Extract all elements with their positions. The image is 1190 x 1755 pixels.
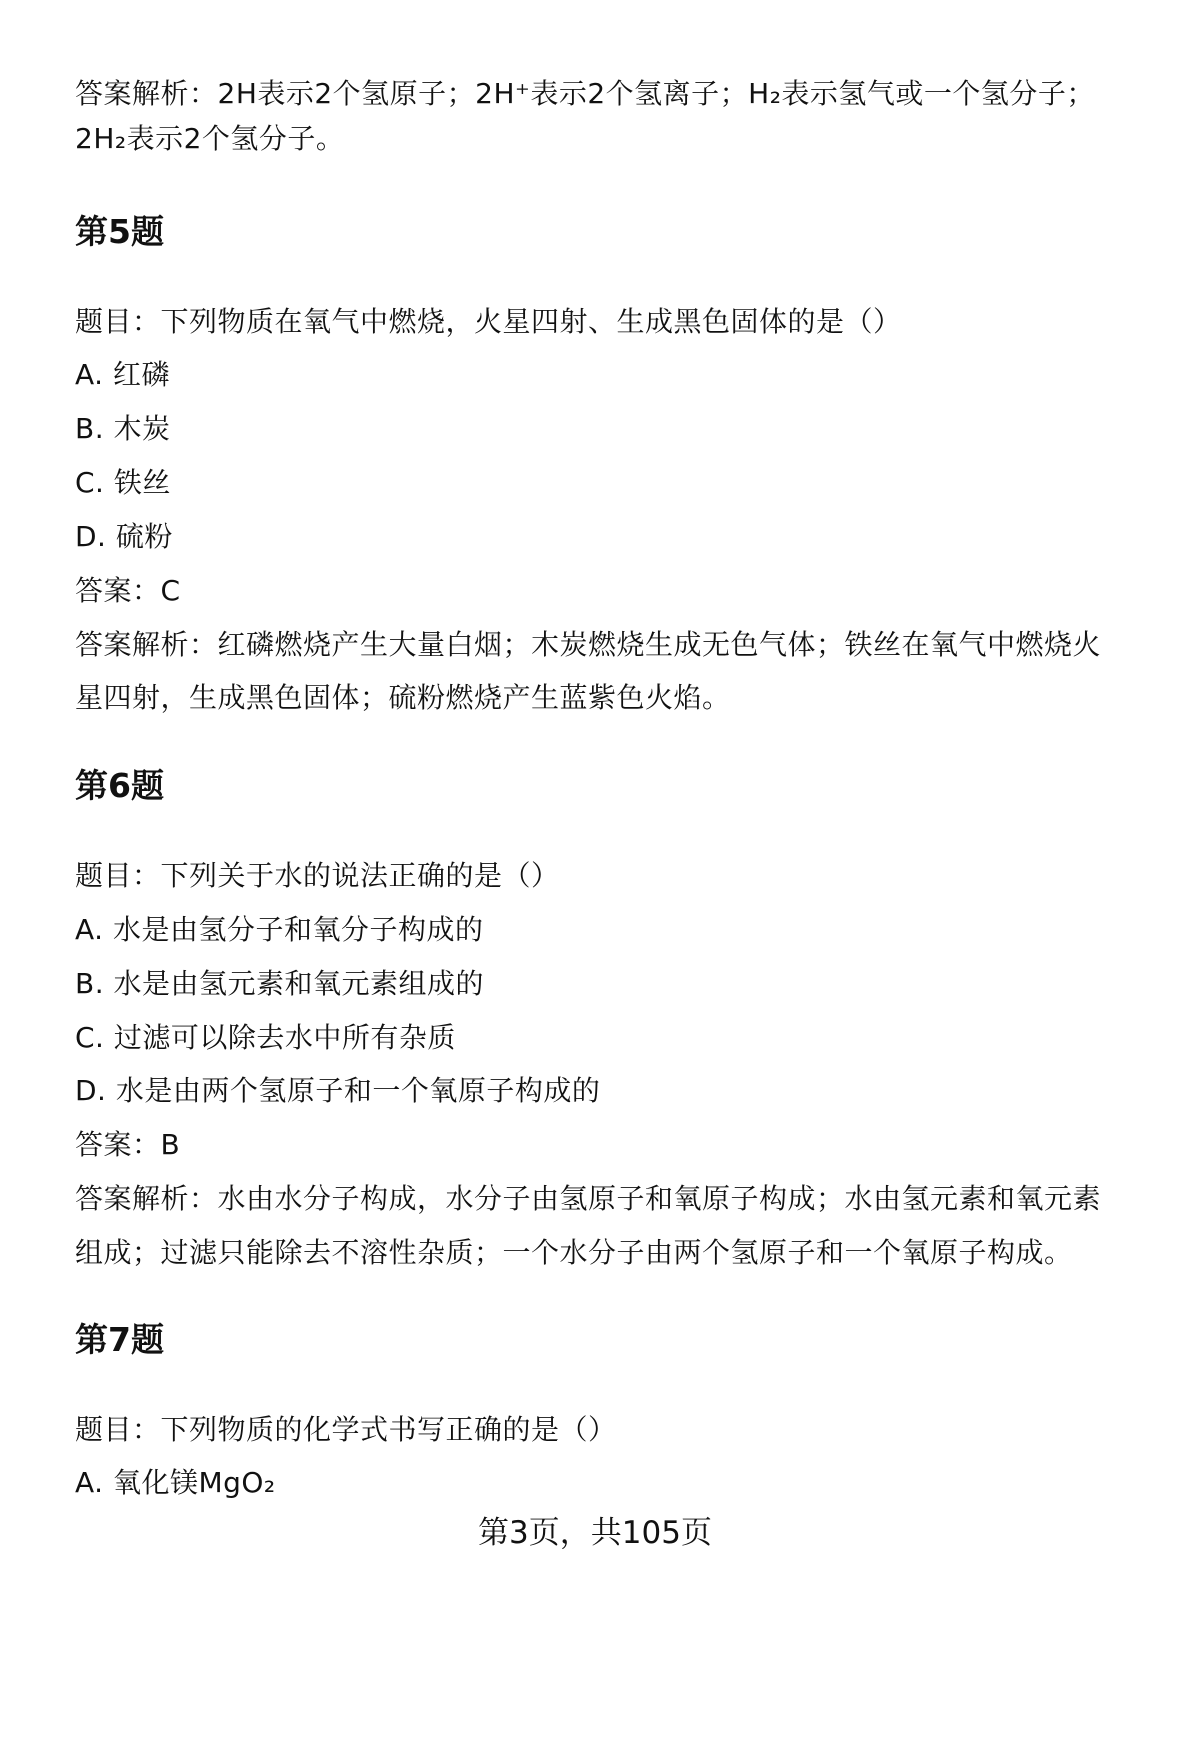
option-c: C. 铁丝 bbox=[75, 466, 171, 499]
option-a: A. 红磷 bbox=[75, 358, 170, 391]
answer: 答案：B bbox=[75, 1128, 181, 1161]
question-stem: 题目：下列关于水的说法正确的是（） bbox=[75, 859, 560, 892]
question-stem: 题目：下列物质的化学式书写正确的是（） bbox=[75, 1413, 617, 1446]
explanation-line: 答案解析：2H表示2个氢原子；2H⁺表示2个氢离子；H₂表示氢气或一个氢分子； bbox=[75, 77, 1095, 110]
question-heading-7: 第7题 bbox=[75, 1320, 164, 1359]
explanation-line: 组成；过滤只能除去不溶性杂质；一个水分子由两个氢原子和一个氧原子构成。 bbox=[75, 1236, 1073, 1269]
option-d: D. 水是由两个氢原子和一个氧原子构成的 bbox=[75, 1074, 601, 1107]
explanation-line: 星四射，生成黑色固体；硫粉燃烧产生蓝紫色火焰。 bbox=[75, 681, 731, 714]
option-d: D. 硫粉 bbox=[75, 520, 173, 553]
option-a: A. 水是由氢分子和氧分子构成的 bbox=[75, 913, 484, 946]
question-stem: 题目：下列物质在氧气中燃烧，火星四射、生成黑色固体的是（） bbox=[75, 305, 902, 338]
question-heading-6: 第6题 bbox=[75, 766, 164, 805]
answer: 答案：C bbox=[75, 574, 181, 607]
option-c: C. 过滤可以除去水中所有杂质 bbox=[75, 1021, 456, 1054]
explanation-line: 答案解析：水由水分子构成，水分子由氢原子和氧原子构成；水由氢元素和氧元素 bbox=[75, 1182, 1102, 1215]
option-b: B. 木炭 bbox=[75, 412, 171, 445]
option-b: B. 水是由氢元素和氧元素组成的 bbox=[75, 967, 485, 1000]
explanation-line: 答案解析：红磷燃烧产生大量白烟；木炭燃烧生成无色气体；铁丝在氧气中燃烧火 bbox=[75, 628, 1102, 661]
page-number: 第3页，共105页 bbox=[478, 1515, 712, 1551]
option-a: A. 氧化镁MgO₂ bbox=[75, 1466, 276, 1499]
question-heading-5: 第5题 bbox=[75, 212, 164, 251]
explanation-line: 2H₂表示2个氢分子。 bbox=[75, 122, 345, 155]
